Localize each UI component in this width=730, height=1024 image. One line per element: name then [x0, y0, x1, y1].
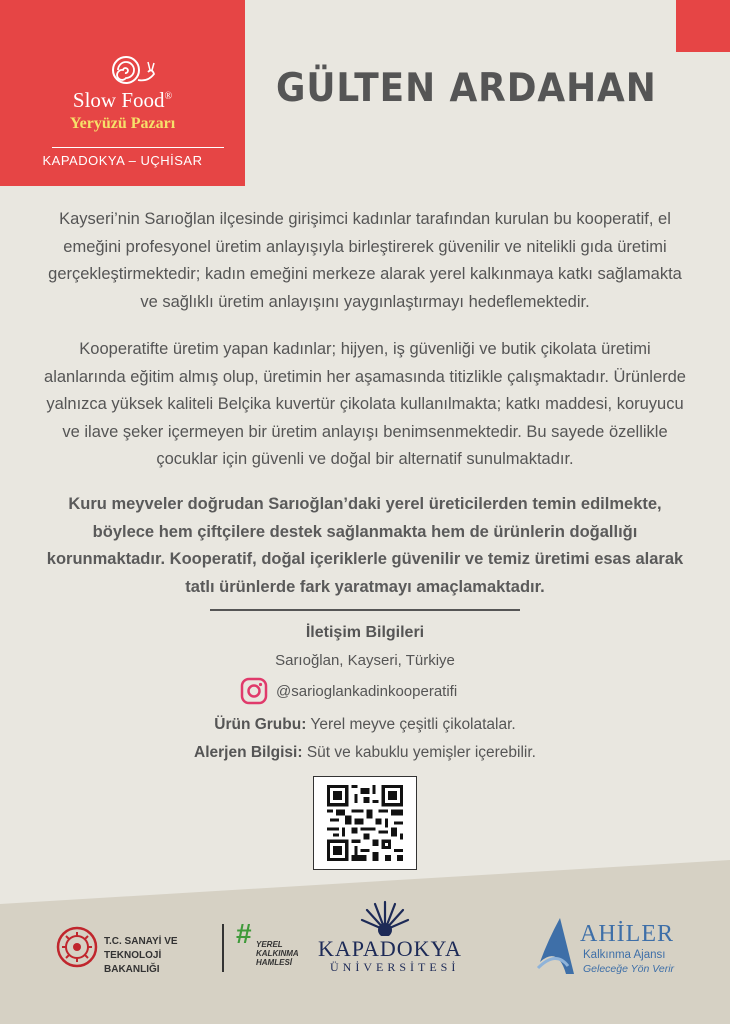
campaign-line-3: HAMLESİ	[256, 958, 292, 967]
allergen-value: Süt ve kabuklu yemişler içerebilir.	[306, 744, 536, 761]
ministry-emblem-icon	[56, 926, 98, 968]
instagram-link[interactable]	[240, 676, 457, 706]
corner-accent	[676, 0, 730, 52]
qr-code-icon	[327, 785, 403, 861]
sourcing-paragraph: Kuru meyveler doğrudan Sarıoğlan’daki yerel üreticilerden temin edilmekte, böylece hem çiftçilere destek sağlanmakta hem de ürünlerin doğallığı korunmaktadır. Kooperatif, doğal içeriklerle güvenilir ve temiz üretimi esas alarak tatlı ürünlerde fark yaratmayı amaçlamaktadır.	[46, 495, 684, 596]
product-group-value: Yerel meyve çeşitli çikolatalar.	[310, 716, 516, 733]
instagram-handle: @sarioglankadinkooperatifi	[276, 682, 458, 700]
university-subtitle: ÜNİVERSİTESİ	[330, 960, 460, 974]
product-group-label: Ürün Grubu:	[214, 716, 307, 733]
contact-title: İletişim Bilgileri	[305, 624, 425, 641]
agency-slogan: Geleceğe Yön Verir	[583, 963, 675, 975]
brand-location: KAPADOKYA – UÇHİSAR	[42, 153, 203, 168]
university-title: KAPADOKYA	[318, 936, 462, 961]
logo-separator	[222, 924, 224, 972]
brand-divider	[52, 147, 224, 148]
contact-location: Sarıoğlan, Kayseri, Türkiye	[275, 652, 455, 669]
qr-code[interactable]	[313, 776, 417, 870]
agency-wave-icon	[534, 916, 580, 976]
intro-paragraph: Kayseri’nin Sarıoğlan ilçesinde girişimci kadınlar tarafından kurulan bu kooperatif, el emeğini profesyonel üretim anlayışıyla birleştirerek güvenilir ve nitelikli gıda üretimi gerçekleştirmektedir; kadın emeğini merkeze alarak yerel kalkınmaya katkı sağlamakta ve sağlıklı üretim anlayışını yaygınlaştırmayı hedeflemektedir.	[48, 210, 682, 311]
allergen-info	[0, 744, 730, 762]
instagram-icon	[240, 677, 268, 705]
brand-title: Slow Food®	[72, 88, 173, 112]
producer-name: GÜLTEN ARDAHAN	[276, 66, 657, 111]
campaign-line-1: YEREL	[256, 940, 283, 949]
campaign-hashtag: #	[236, 918, 252, 949]
agency-subtitle: Kalkınma Ajansı	[583, 949, 666, 961]
product-group	[0, 716, 730, 734]
snail-logo-icon	[108, 52, 158, 88]
training-paragraph: Kooperatifte üretim yapan kadınlar; hijyen, iş güvenliği ve butik çikolata üretimi alanlarında eğitim almış olup, üretimin her aşamasında titizlikle çalışmaktadır. Ürünlerde yalnızca yüksek kaliteli Belçika kuvertür çikolata kullanılmakta; katkı maddesi, koruyucu ve ilave şeker içermeyen bir üretim anlayışı benimsenmektedir. Bu sayede özellikle çocuklar için güvenli ve doğal bir alternatif sunulmaktadır.	[44, 340, 686, 468]
campaign-line-2: KALKINMA	[256, 949, 299, 958]
campaign-text	[256, 940, 299, 967]
university-sun-icon	[360, 898, 410, 936]
agency-title: AHİLER	[580, 921, 674, 947]
brand-subtitle: Yeryüzü Pazarı	[69, 115, 176, 132]
ministry-name: T.C. SANAYİ VE TEKNOLOJİ BAKANLIĞI	[104, 936, 178, 975]
allergen-label: Alerjen Bilgisi:	[194, 744, 303, 761]
section-divider	[210, 609, 520, 611]
